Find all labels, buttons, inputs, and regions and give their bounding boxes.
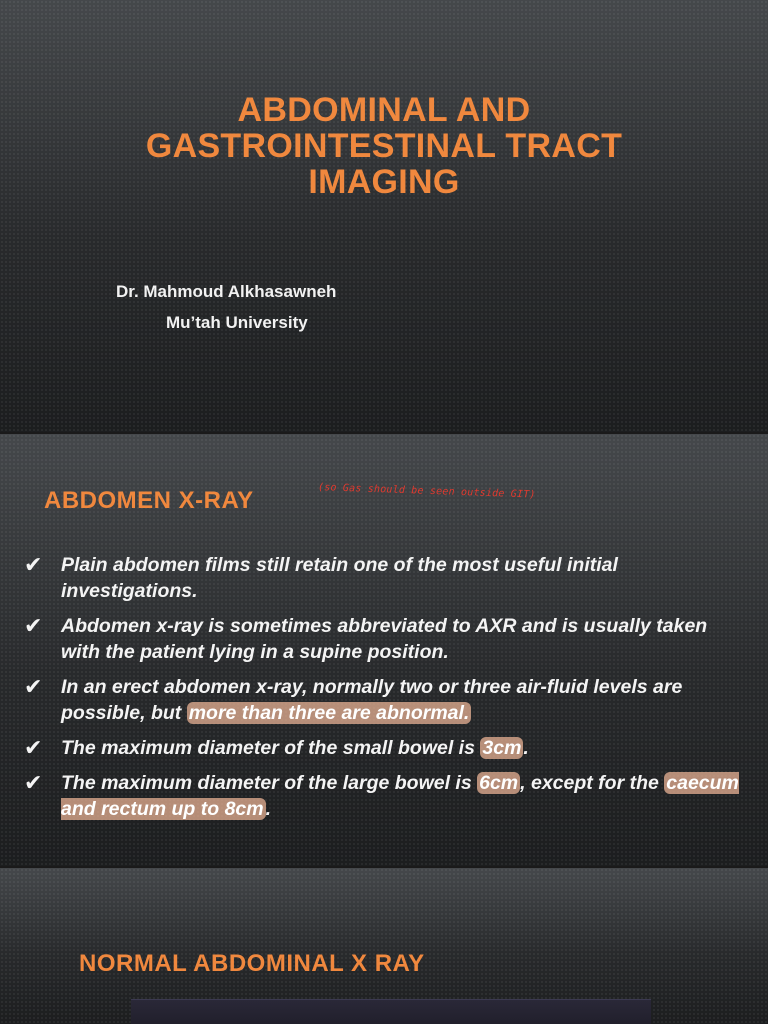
bullet-text: . (265, 798, 272, 820)
check-mark-icon: ✔ (24, 770, 43, 795)
check-mark-icon: ✔ (24, 552, 43, 577)
bullet-text: In an erect abdomen x-ray, normally two or three air-fluid levels are possible, but (61, 676, 683, 724)
bullet-item (24, 613, 740, 665)
normal-xray-slide (0, 868, 768, 1024)
highlighted-text: 3cm (482, 737, 522, 759)
author-name: Dr. Mahmoud Alkhasawneh (116, 282, 337, 301)
handwritten-annotation: (so Gas should be seen outside GIT) (317, 482, 536, 501)
bullet-text: The maximum diameter of the large bowel is (61, 772, 478, 794)
title-slide (0, 0, 768, 432)
slide-title (60, 92, 708, 200)
highlighted-text: 6cm (479, 772, 519, 794)
slide-heading: ABDOMEN X-RAY (44, 487, 254, 514)
title-line: GASTROINTESTINAL TRACT (145, 127, 623, 165)
bullet-text: Plain abdomen films still retain one of the most useful initial investigations. (61, 554, 618, 602)
bullet-text: , except for the (520, 772, 665, 794)
bullet-text: . (523, 737, 529, 759)
bullet-text: Abdomen x-ray is sometimes abbreviated to AXR and is usually taken with the patient lying in a supine position. (61, 615, 708, 663)
title-line: ABDOMINAL AND (237, 91, 531, 129)
highlighted-text: caecum and rectum up to 8cm (61, 772, 739, 820)
bullet-text: The maximum diameter of the small bowel is (61, 737, 481, 759)
slide-heading: NORMAL ABDOMINAL X RAY (79, 950, 425, 977)
bullet-item (24, 770, 740, 822)
check-mark-icon: ✔ (24, 674, 43, 699)
xray-image (131, 999, 651, 1024)
check-mark-icon: ✔ (24, 735, 43, 760)
bullet-list (24, 552, 740, 831)
title-line: IMAGING (308, 163, 460, 201)
check-mark-icon: ✔ (24, 613, 43, 638)
bullet-item (24, 552, 740, 604)
bullet-item (24, 674, 740, 726)
author-university: Mu’tah University (166, 313, 308, 332)
bullet-item (24, 735, 740, 761)
abdomen-xray-slide (0, 434, 768, 866)
highlighted-text: more than three are abnormal. (188, 702, 470, 724)
